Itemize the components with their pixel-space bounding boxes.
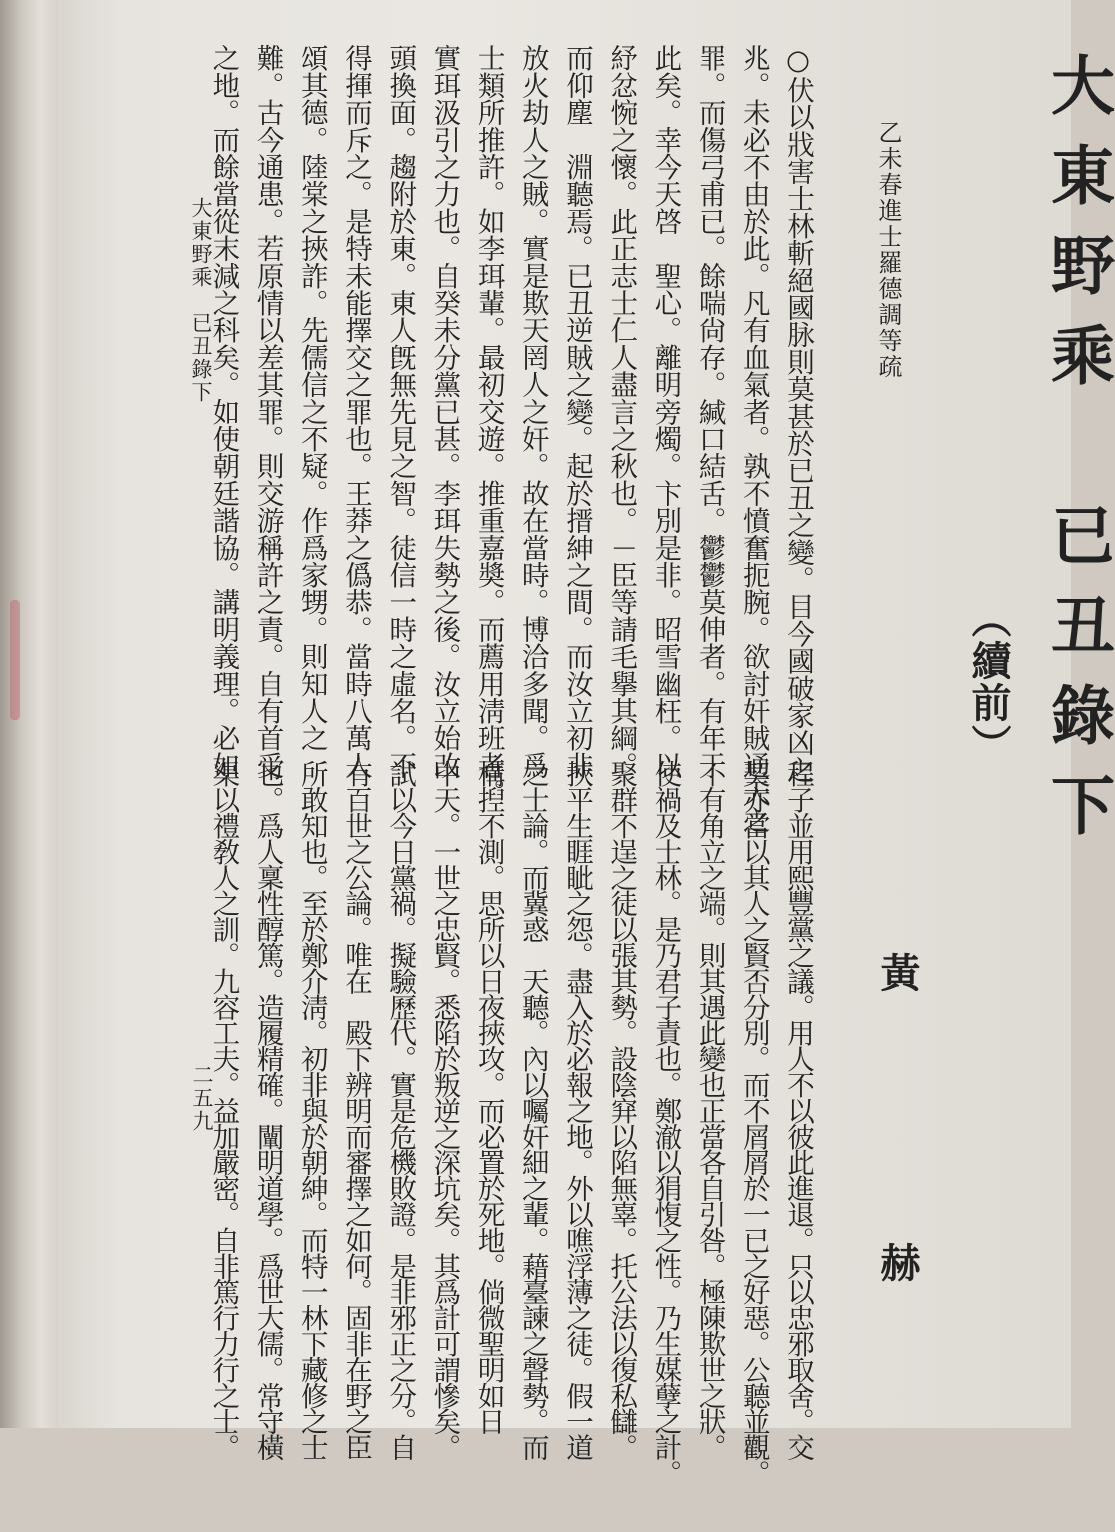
text-column: 兆。未必不由於此。凡有血氣者。孰不憤奮扼腕。欲討奸賊通天之	[737, 44, 770, 833]
text-column: 之地。而餘當從末減之科矣。如使朝廷諧協。講明義理。必如	[207, 44, 240, 779]
text-column: 聚群不逞之徒以張其勢。設陰穽以陷無辜。托公法以復私讎。	[605, 760, 638, 1460]
text-column: 而仰塵 淵聽焉。已丑逆賊之變。起於搢紳之間。而汝立初非	[561, 44, 593, 779]
text-column: 放火劫人之賊。實是欺天罔人之奸。故在當時。博洽多聞。爲	[516, 44, 549, 779]
text-column: 有百世之公論。唯在 殿下辨明而審擇之如何。固非在野之臣	[340, 760, 372, 1460]
text-column: 實珥汲引之力也。自癸未分黨已甚。李珥失勢之後。汝立始改	[428, 44, 461, 779]
page-title: 大東野乘 已丑錄下	[1040, 52, 1115, 862]
text-column: 也。爲人稟性醇篤。造履精確。闡明道學。爲世大儒。常守橫	[251, 760, 284, 1460]
text-column: 士類所推許。如李珥輩。最初交遊。推重嘉奬。而薦用淸班者。	[472, 44, 505, 806]
text-column: 使禍及士林。是乃君子責也。鄭澈以狷愎之性。乃生媒孽之計。	[649, 760, 682, 1486]
running-footer: 大東野乘 已丑錄下	[189, 197, 213, 404]
text-column: 契亦當以其人之賢否分別。而不屑屑於一已之好惡。公聽並觀。	[737, 760, 770, 1486]
page-stain	[10, 600, 20, 720]
page-number: 二五九	[190, 1064, 214, 1133]
title-continued-note: （續前）	[965, 598, 1012, 766]
text-column: 紓忿惋之懷。此正志士仁人盡言之秋也。－臣等請毛擧其綱。	[605, 44, 638, 779]
text-column: 之士論。而冀惑 天聽。內以囑奸細之輩。藉臺諫之聲勢。而	[516, 760, 549, 1460]
text-column: 此矣。幸今天啓 聖心。離明旁燭。卞別是非。昭雪幽枉。以	[649, 44, 682, 779]
text-column: 罪。而傷弓甫已。餘喘尙存。緘口結舌。鬱鬱莫伸者。有年于	[693, 44, 726, 779]
text-column: 難。古今通患。若原情以差其罪。則交游稱許之責。自有首受	[251, 44, 284, 779]
text-column: 中天。一世之忠賢。悉陷於叛逆之深坑矣。其爲計可謂慘矣。	[428, 760, 461, 1460]
text-column: 挾平生睚眦之怨。盡入於必報之地。外以噍浮薄之徒。假一道	[561, 760, 593, 1460]
text-column: 程子並用熙豐黨之議。用人不以彼此進退。只以忠邪取舍。交	[782, 760, 814, 1460]
text-column: 得揮而斥之。是特未能擇交之罪也。王莽之僞恭。當時八萬人	[340, 44, 372, 779]
text-column: 試以今日黨禍。擬驗歷代。實是危機敗證。是非邪正之分。自	[384, 760, 417, 1460]
author-name: 黃赫	[874, 952, 921, 1532]
text-column: 不有角立之端。則其遇此變也正當各自引咎。極陳欺世之狀。	[693, 760, 726, 1460]
page	[58, 0, 1115, 1532]
memorial-header: 乙未春進士羅德調等疏	[874, 120, 902, 380]
text-column: 頌其德。陸棠之挾詐。先儒信之不疑。作爲家甥。則知人之	[295, 44, 328, 752]
text-column: 構揑不測。思所以日夜挾攻。而必置於死地。倘微聖明如日	[472, 760, 505, 1434]
text-column: ○伏以戕害士林斬絕國脉則莫甚於已丑之變。目今國破家凶之	[782, 44, 814, 783]
text-column: 所敢知也。至於鄭介淸。初非與於朝紳。而特一林下藏修之士	[295, 760, 328, 1460]
left-page-edge	[0, 0, 58, 1428]
text-column: 頭換面。趨附於東。東人旣無先見之智。徒信一時之虛名。不	[384, 44, 417, 779]
text-column: 渠以禮敎人之訓。九容工夫。益加嚴密。自非篤行力行之士。	[207, 760, 240, 1460]
